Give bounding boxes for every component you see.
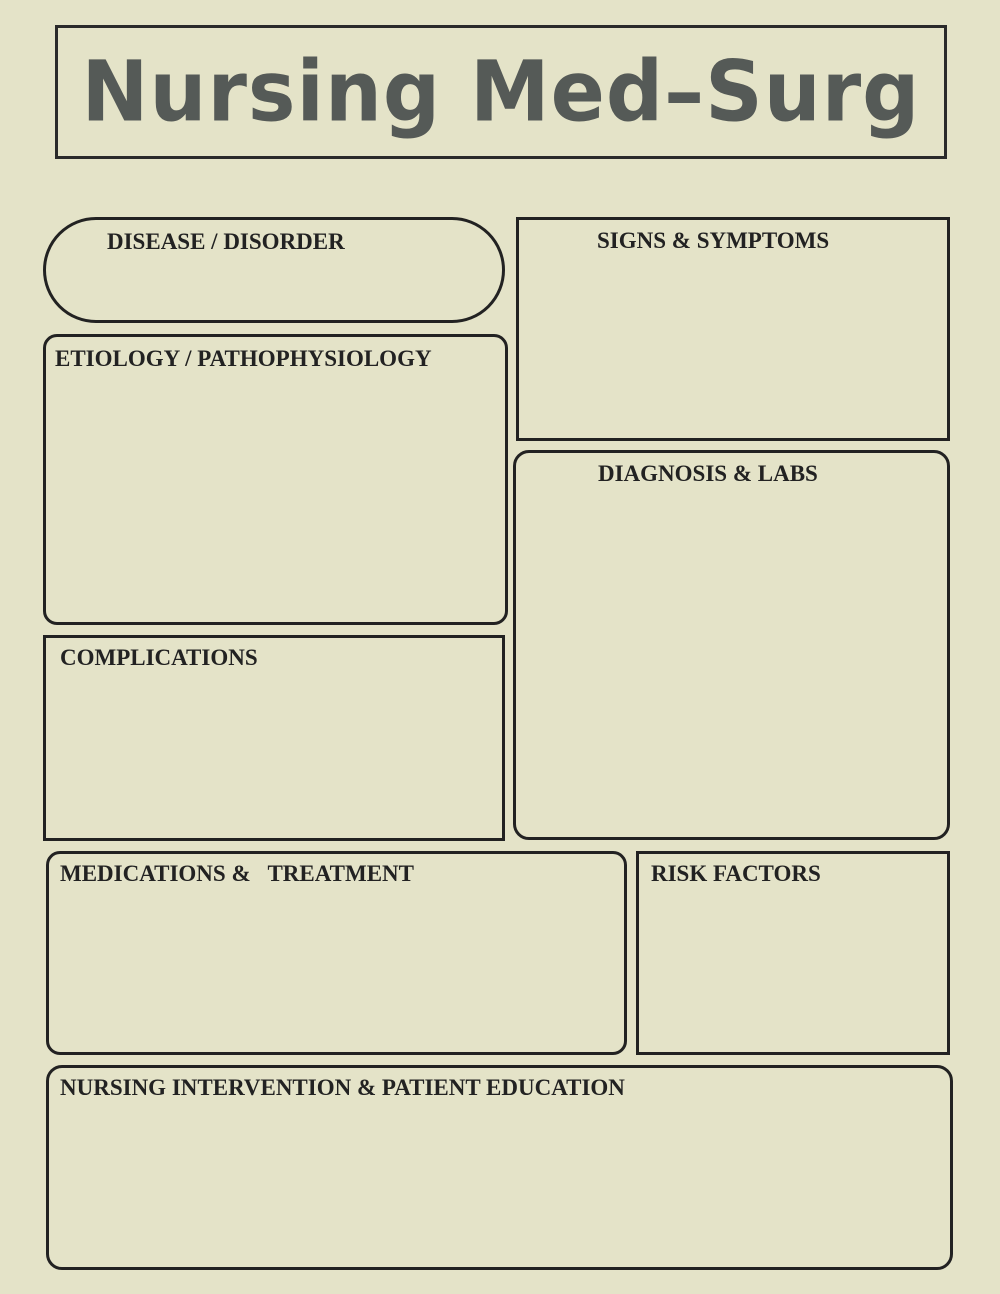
disease-disorder-box[interactable] <box>43 217 505 323</box>
title-box <box>55 25 947 159</box>
signs-symptoms-label: SIGNS & SYMPTOMS <box>597 228 830 253</box>
signs-symptoms-box[interactable] <box>516 217 950 441</box>
risk-factors-box[interactable] <box>636 851 950 1055</box>
page-title: Nursing Med–Surg <box>81 42 921 141</box>
medications-treatment-label: MEDICATIONS & TREATMENT <box>60 861 414 886</box>
complications-label: COMPLICATIONS <box>60 645 258 670</box>
diagnosis-labs-box[interactable] <box>513 450 950 840</box>
risk-factors-label: RISK FACTORS <box>651 861 821 886</box>
nursing-intervention-label: NURSING INTERVENTION & PATIENT EDUCATION <box>60 1075 625 1100</box>
nursing-intervention-box[interactable] <box>46 1065 953 1270</box>
diagnosis-labs-label: DIAGNOSIS & LABS <box>598 461 818 486</box>
etiology-pathophysiology-box[interactable] <box>43 334 508 625</box>
medications-treatment-box[interactable] <box>46 851 627 1055</box>
disease-disorder-label: DISEASE / DISORDER <box>107 229 345 254</box>
etiology-pathophysiology-label: ETIOLOGY / PATHOPHYSIOLOGY <box>55 346 432 371</box>
complications-box[interactable] <box>43 635 505 841</box>
